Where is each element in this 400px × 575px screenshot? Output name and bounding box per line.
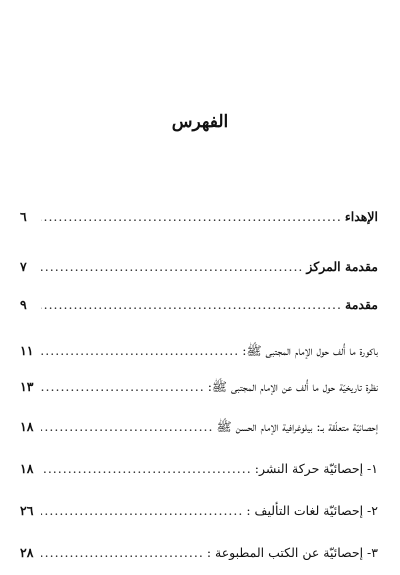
toc-entry-label: الإهداء <box>344 209 378 224</box>
toc-entry-label: مقدمة المركز <box>306 259 378 274</box>
toc-entry-statistics-bibliography[interactable] <box>20 416 378 438</box>
toc-entry-center-intro[interactable] <box>20 256 378 278</box>
toc-entry-historical-view[interactable] <box>20 376 378 398</box>
toc-entry-intro[interactable] <box>20 294 378 316</box>
toc-entry-first-works[interactable] <box>20 340 378 362</box>
toc-entry-publishing-stats[interactable] <box>20 458 378 480</box>
page-title: الفهرس <box>171 112 229 132</box>
toc-entry-page: ١٨ <box>20 419 34 434</box>
dot-leader <box>41 458 252 480</box>
toc-entry-label: إحصائيّة متعلّقة بـ: بيلوغرافية الإمام الحسن ﷺ <box>216 419 378 434</box>
toc-entry-page: ١١ <box>20 343 34 358</box>
toc-entry-label: ١- إحصائيّة حركة النشر: <box>254 461 378 476</box>
toc-entry-page: ٦ <box>20 209 27 224</box>
toc-entry-page: ٩ <box>20 297 27 312</box>
dot-leader <box>41 206 342 228</box>
toc-entry-label: مقدمة <box>345 297 378 312</box>
toc-entry-label: باكورة ما أُلف حول الإمام المجتبى ﷺ: <box>242 343 378 358</box>
dot-leader <box>41 376 205 398</box>
toc-entry-label: نظرة تاريخيّة حول ما أُلف عن الإمام المجتبى ﷺ: <box>207 379 378 394</box>
dot-leader <box>41 294 342 316</box>
toc-entry-page: ٢٦ <box>20 503 34 518</box>
dot-leader <box>41 416 214 438</box>
toc-entry-label: ٣- إحصائيّة عن الكتب المطبوعة : <box>206 545 378 560</box>
toc-entry-page: ١٨ <box>20 461 34 476</box>
toc-entry-language-stats[interactable] <box>20 500 378 522</box>
dot-leader <box>41 500 243 522</box>
dot-leader <box>41 542 204 564</box>
dot-leader <box>41 340 239 362</box>
toc-entry-label: ٢- إحصائيّة لغات التأليف : <box>246 503 378 518</box>
toc-entry-page: ١٣ <box>20 379 34 394</box>
dot-leader <box>41 256 303 278</box>
toc-entry-printed-books-stats[interactable] <box>20 542 378 564</box>
toc-entry-dedication[interactable] <box>20 206 378 228</box>
toc-entry-page: ٧ <box>20 259 27 274</box>
toc-entry-page: ٢٨ <box>20 545 34 560</box>
